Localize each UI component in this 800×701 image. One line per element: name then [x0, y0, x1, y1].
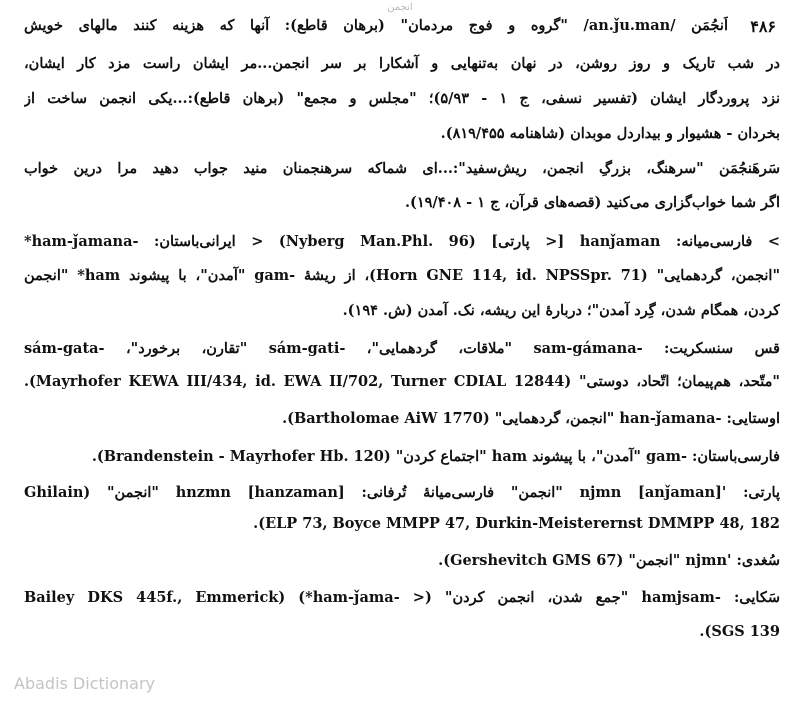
entry-line-13: فارسی‌باستان: -gam "آمدن"، با پیشوند ham "اجتماع کردن" (Brandenstein - Mayrhofer Hb. 120). — [91, 448, 780, 465]
entry-line-14: پارتی: 'njmn [anǰaman] "انجمن" فارسی‌میانهٔ تُرفانی: hnzmn [hanzaman] "انجمن" (Ghilain — [24, 484, 780, 501]
entry-line-1: اَنجُمَن /an.ǰu.man/ "گروه و فوج مردمان" (برهان قاطع): آنها که هزینه کنند مالهای خویش — [24, 17, 728, 34]
page-number: ۴۸۶ — [750, 17, 776, 36]
entry-line-18: SGS 139). — [699, 623, 780, 640]
footer-brand: Abadis Dictionary — [14, 674, 155, 693]
entry-line-8: "انجمن، گردهمایی" (Horn GNE 114, id. NPSSpr. 71)، از ریشهٔ -gam "آمدن"، با پیشوند ham* "انجمن — [24, 267, 780, 284]
entry-line-17: سَکایی: -hamjsam "جمع شدن، انجمن کردن" (< -ham-ǰama*) (Bailey DKS 445f., Emmerick — [24, 589, 780, 606]
entry-line-15: ELP 73, Boyce MMPP 47, Durkin-Meisterernst DMMPP 48, 182). — [253, 515, 780, 532]
entry-line-5: سَرهَنجُمَن "سرهنگ، بزرگِ انجمن، ریش‌سفید":...ای شماکه سرهنجمنان منید جواب دهید مرا درین خواب — [24, 160, 780, 177]
entry-line-6: اگر شما خواب‌گزاری می‌کنید (قصه‌های قرآن، ج ۱ - ۱۹/۴۰۸). — [404, 194, 780, 211]
entry-line-4: بخردان - هشیوار و بیداردل موبدان (شاهنامه ۸۱۹/۴۵۵). — [440, 125, 780, 142]
entry-line-7: > فارسی‌میانه: hanǰaman [< پارتی] (Nyberg Man.Phl. 96) < ایرانی‌باستان: -ham-ǰamana* — [24, 233, 780, 250]
entry-line-11: "متّحد، هم‌پیمان؛ اتّحاد، دوستی" (Mayrhofer KEWA III/434, id. EWA II/702, Turner CDIAL 12844). — [24, 373, 780, 390]
entry-watermark: انجمن — [387, 2, 413, 13]
entry-line-2: در شب تاریک و روز روشن، در نهان به‌تنهایی و آشکارا بر سر انجمن...مر ایشان راست مزد کار ایشان، — [24, 55, 780, 72]
entry-line-10: قس سنسکریت: -sam-gámana "ملاقات، گردهمایی"، -sám-gati "تقارن، برخورد"، -sám-gata — [24, 340, 780, 357]
entry-line-16: سُغدی: 'njmn "انجمن" (Gershevitch GMS 67). — [438, 552, 780, 569]
entry-line-12: اوستایی: -han-ǰamana "انجمن، گردهمایی" (Bartholomae AiW 1770). — [282, 410, 780, 427]
entry-line-9: کردن، همگام شدن، گِرد آمدن"؛ دربارهٔ این ریشه، نک. آمدن (ش. ۱۹۴). — [342, 302, 780, 319]
entry-line-3: نزد پروردگار ایشان (تفسیر نسفی، ج ۱ - ۵/۹۳)؛ "مجلس و مجمع" (برهان قاطع):...یکی انجمن ساخت از — [24, 90, 780, 107]
